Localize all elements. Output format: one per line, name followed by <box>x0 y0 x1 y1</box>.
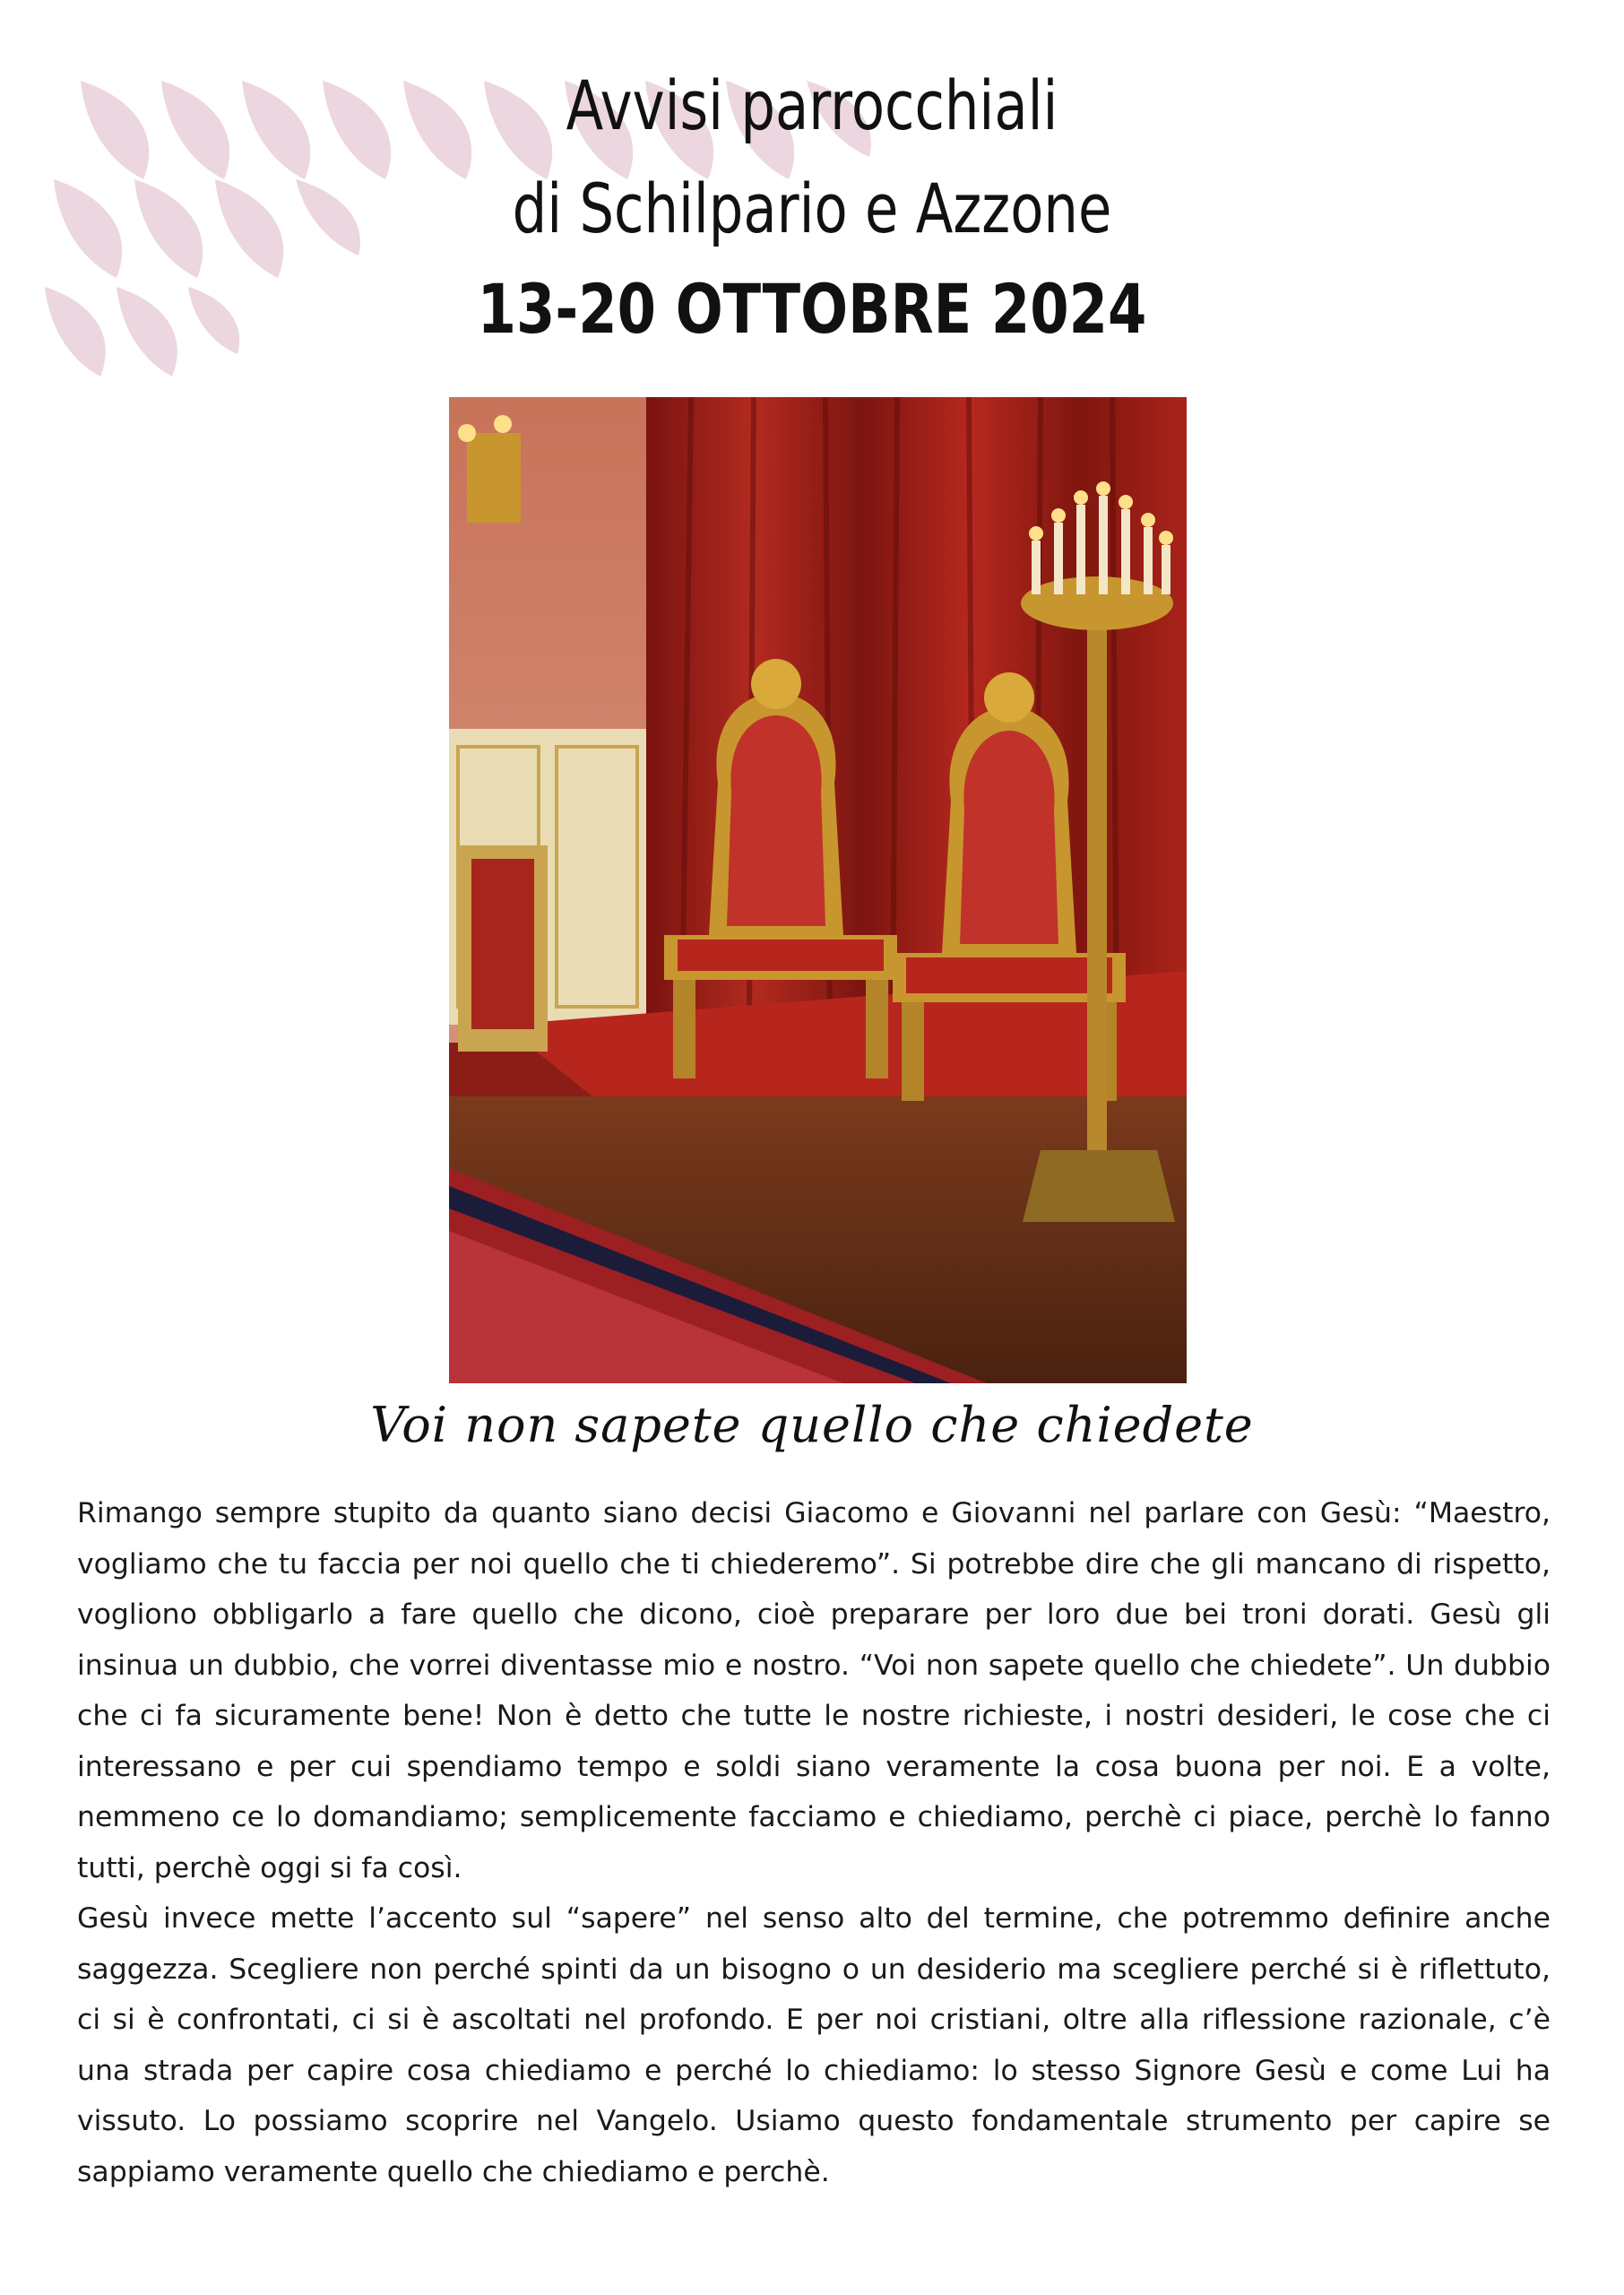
title-line-2: di Schilpario e Azzone <box>512 169 1112 248</box>
header <box>0 54 1624 359</box>
caption: Voi non sapete quello che chiedete <box>370 1397 1254 1453</box>
paragraph-1: Rimango sempre stupito da quanto siano decisi Giacomo e Giovanni nel parlare con Gesù: “Maestro, vogliamo che tu faccia per noi quello che ti chiederemo”. Si potrebbe dire che gli mancano di rispetto, vogliono obbligarlo a fare quello che dicono, cioè preparare per loro due bei troni dorati. Gesù gli insinua un dubbio, che vorrei diventasse mio e nostro. “Voi non sapete quello che chiedete”. Un dubbio che ci fa sicuramente bene! Non è detto che tutte le nostre richieste, i nostri desideri, le cose che ci interessano e per cui spendiamo tempo e soldi siano veramente la cosa buona per noi. E a volte, nemmeno ce lo domandiamo; semplicemente facciamo e chiediamo, perchè ci piace, perchè lo fanno tutti, perchè oggi si fa così. <box>77 1497 1551 1884</box>
article-body <box>77 1488 1551 2197</box>
title-date: 13-20 OTTOBRE 2024 <box>477 269 1147 349</box>
thrones-photo <box>449 397 1187 1383</box>
paragraph-2: Gesù invece mette l’accento sul “sapere” nel senso alto del termine, che potremmo definire anche saggezza. Scegliere non perché spinti da un bisogno o un desiderio ma scegliere perché si è riflettuto, ci si è confrontati, ci si è ascoltati nel profondo. E per noi cristiani, oltre alla riflessione razionale, c’è una strada per capire cosa chiediamo e perché lo chiediamo: lo stesso Signore Gesù e come Lui ha vissuto. Lo possiamo scoprire nel Vangelo. Usiamo questo fondamentale strumento per capire se sappiamo veramente quello che chiediamo e perchè. <box>77 1902 1551 2188</box>
title-line-1: Avvisi parrocchiali <box>566 65 1058 145</box>
